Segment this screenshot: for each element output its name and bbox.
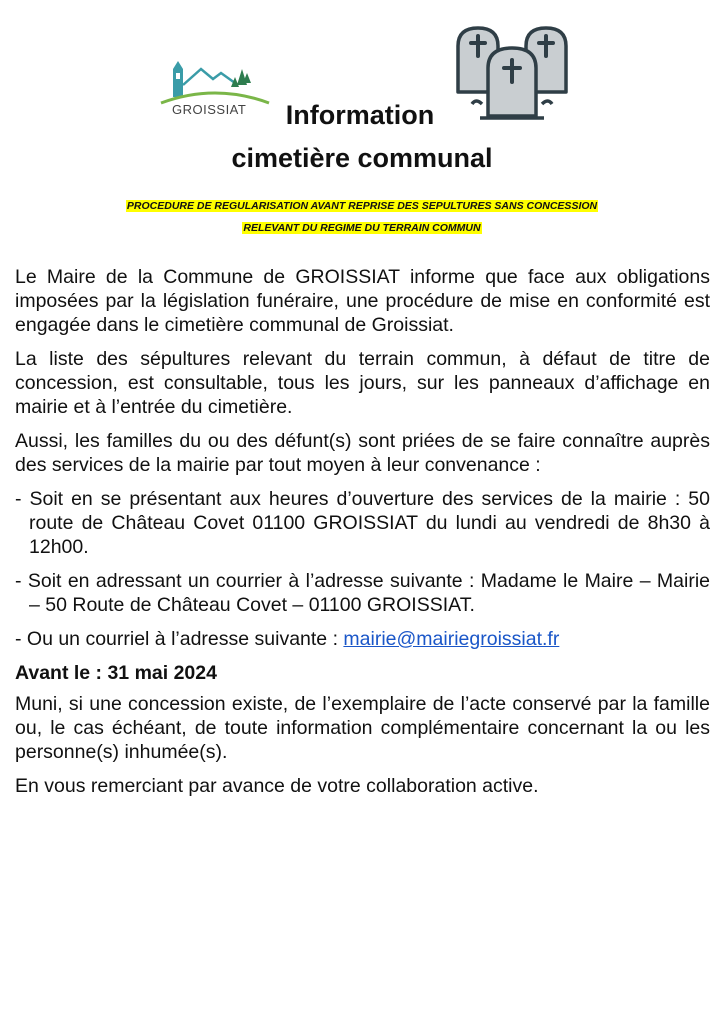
paragraph-families: Aussi, les familles du ou des défunt(s) sont priées de se faire connaître auprès des services de la mairie par tout moyen à leur convenance : [15, 430, 710, 476]
paragraph-list-info: La liste des sépultures relevant du terrain commun, à défaut de titre de concession, est consultable, tous les jours, sur les panneaux d’affichage en mairie et à l’entrée du cimetière. [15, 348, 710, 418]
list-item-email [15, 627, 710, 651]
paragraph-documents: Muni, si une concession existe, de l’exemplaire de l’acte conservé par la famille ou, le cas échéant, de toute information complémentaire concernant la ou les personne(s) inhumée(s). [15, 693, 710, 763]
subtitle-line-1 [0, 200, 724, 212]
email-link[interactable]: mairie@mairiegroissiat.fr [343, 628, 560, 650]
email-prefix: - Ou un courriel à l’adresse suivante : [15, 628, 344, 650]
subtitle-text-1: PROCEDURE DE REGULARISATION AVANT REPRISE DES SEPULTURES SANS CONCESSION [126, 200, 598, 212]
page-title-line-2: cimetière communal [231, 143, 493, 173]
title-line-1: Information [285, 100, 435, 130]
subtitle-text-2: RELEVANT DU REGIME DU TERRAIN COMMUN [243, 222, 481, 234]
list-item-in-person: - Soit en se présentant aux heures d’ouverture des services de la mairie : 50 route de Château Covet 01100 GROISSIAT du lundi au vendredi de 8h30 à 12h00. [15, 488, 710, 558]
paragraph-thanks: En vous remerciant par avance de votre collaboration active. [15, 775, 539, 797]
subtitle-line-2 [0, 222, 724, 234]
page-title [0, 100, 724, 131]
paragraph-intro: Le Maire de la Commune de GROISSIAT informe que face aux obligations imposées par la législation funéraire, une procédure de mise en conformité est engagée dans le cimetière communal de Groissiat. [15, 266, 710, 336]
list-item-mail: - Soit en adressant un courrier à l’adresse suivante : Madame le Maire – Mairie – 50 Route de Château Covet – 01100 GROISSIAT. [15, 570, 710, 616]
deadline: Avant le : 31 mai 2024 [15, 662, 217, 684]
logo-text: GROISSIAT [172, 102, 247, 117]
notice-body [15, 265, 710, 808]
